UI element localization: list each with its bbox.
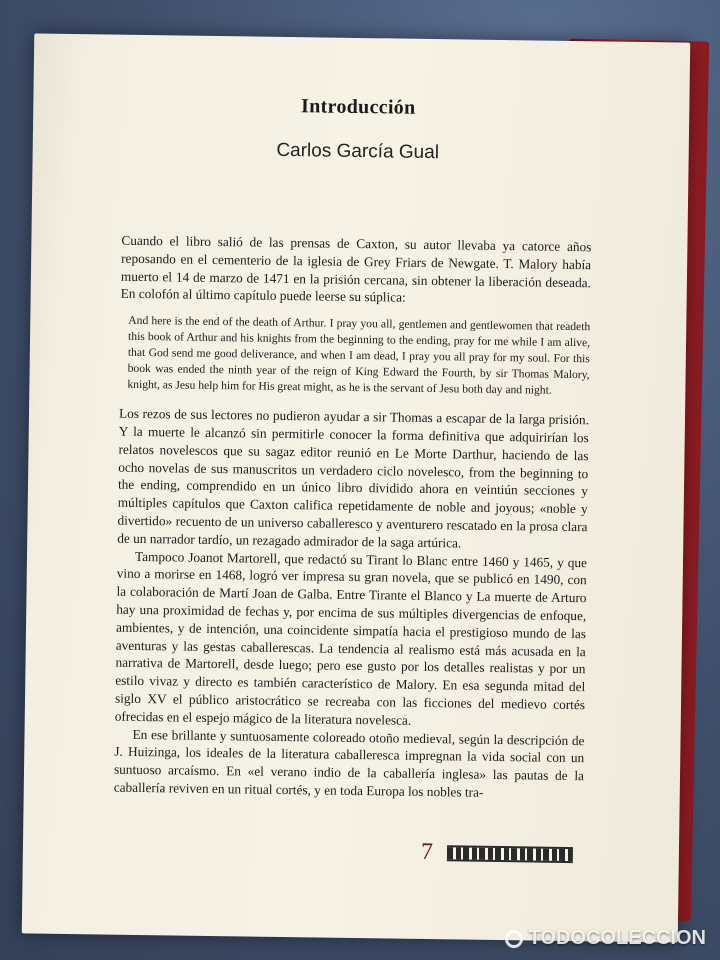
quote-block: And here is the end of the death of Arthur. I pray you all, gentlemen and gentlewomen that readeth this book of Arthur and his knights from the beginning to the ending, pray for me while I am alive, that God send me good deliverance, and when I am dead, I pray you all pray for my soul. For this book was ended the ninth year of the reign of King Edward the Fourth, by sir Thomas Malory, knight, as Jesu help him for His great might, as he is the servant of Jesu both day and night. <box>127 313 591 397</box>
paragraph-4: En ese brillante y suntuosamente coloreado otoño medieval, según la descripción de J. Huizinga, los ideales de la literatura caballeresca impregnan la vida social con un suntuoso arcaísmo. En «el verano indio de la caballería inglesa» las pautas de la caballería reviven en un ritual cortés, y en toda Europa los nobles tra- <box>113 726 585 800</box>
book-page <box>22 33 691 942</box>
watermark-text: TODOCOLECCION <box>528 927 706 949</box>
watermark <box>505 927 706 950</box>
chapter-heading: Introducción <box>300 95 416 119</box>
paragraph-1: Cuando el libro salió de las prensas de Caxton, su autor llevaba ya catorce años reposando en el cementerio de la iglesia de Grey Friars de Newgate. T. Malory había muerto el 14 de marzo de 1471 en la prisión cercana, sin obtener la liberación deseada. En colofón al último capítulo puede leerse su súplica: <box>120 232 592 306</box>
author-name: Carlos García Gual <box>276 139 440 164</box>
page-folio <box>421 839 573 868</box>
watermark-logo-icon <box>505 930 523 948</box>
paragraph-2: Los rezos de sus lectores no pudieron ayudar a sir Thomas a escapar de la larga prisión. Y la muerte le alcanzó sin permitirle conocer la forma definitiva que adquirirían los relatos novelescos que su sagaz editor reunió en Le Morte Darthur, haciendo de las ocho novelas de sus manuscritos un verdadero ciclo novelesco, from the beginning to the ending, comprendido en un único libro dividido ahora en veintiún secciones y múltiples capítulos que Caxton califica repetidamente de noble and joyous; «noble y divertido» recuento de un universo caballeresco y aventurero rescatado en la prosa clara de un narrador tardío, un rezagado admirador de la saga artúrica. <box>117 405 590 551</box>
ornament-band-icon <box>447 845 573 863</box>
page-number: 7 <box>420 838 434 866</box>
page-content <box>114 93 594 803</box>
paragraph-3: Tampoco Joanot Martorell, que redactó su Tirant lo Blanc entre 1460 y 1465, y que vino a morirse en 1468, logró ver impresa su gran novela, que se publicó en 1490, con la colaboración de Martí Joan de Galba. Entre Tirante el Blanco y La muerte de Arturo hay una proximidad de fechas y, por encima de sus múltiples divergencias de enfoque, ambientes, y de intención, una coincidente simpatía hacia el prestigioso mundo de las aventuras y las gestas caballerescas. La tendencia al realismo está más acusada en la narrativa de Martorell, desde luego; pero ese gusto por los detalles realistas y por un estilo vivaz y directo es también característico de Malory. En esa segunda mitad del siglo XV el público aristocrático se recreaba con las ficciones del medievo cortés ofrecidas en el espejo mágico de la literatura novelesca. <box>114 548 588 728</box>
